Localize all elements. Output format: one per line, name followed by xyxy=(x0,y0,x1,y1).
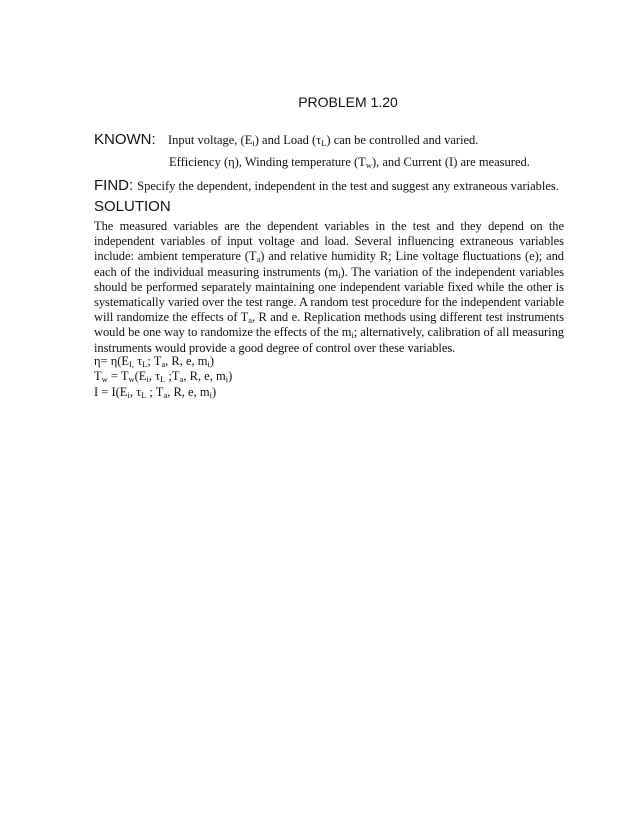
subscript: i xyxy=(127,389,130,400)
subscript: a xyxy=(248,315,252,326)
find-text: Specify the dependent, independent in the test and suggest any extraneous variables. xyxy=(137,179,559,193)
eq-text: η= η(E xyxy=(94,354,130,368)
eq-text: ) xyxy=(209,354,215,368)
subscript: w xyxy=(365,160,372,170)
eq-text: ) xyxy=(211,384,217,399)
subscript: L xyxy=(321,138,327,148)
find-label: FIND: xyxy=(94,177,134,194)
subscript: i xyxy=(146,374,149,385)
known-line-1-text: Input voltage, (E xyxy=(168,133,253,147)
known-line-2-text: Efficiency (η), Winding temperature (T xyxy=(169,155,366,169)
subscript: w xyxy=(128,374,135,385)
subscript: i xyxy=(207,359,210,369)
solution-text: , R and e. Replication methods using different test instruments would be one way to randomize the effects of the m xyxy=(94,310,564,340)
subscript: i xyxy=(225,374,229,385)
subscript: I, xyxy=(129,359,135,369)
subscript: a xyxy=(256,254,261,265)
known-line-1-text: ) and Load (τ xyxy=(254,133,322,147)
equation-current xyxy=(94,385,494,400)
eq-text: , R, e, m xyxy=(167,384,210,399)
known-label: KNOWN: xyxy=(94,131,156,148)
solution-text: ) and relative humidity R; Line voltage fluctuations (e); and each of the individual measuring instruments (m xyxy=(94,249,565,279)
solution-text: The measured variables are the dependent variables in the test and they depend on the independent variables of input voltage and load. Several influencing extraneous variables include: ambient temperature (T xyxy=(94,219,564,264)
subscript: a xyxy=(161,359,166,369)
eq-text: , τ xyxy=(148,369,161,384)
eq-text: ;T xyxy=(165,369,180,384)
subscript: i xyxy=(338,269,341,280)
subscript: w xyxy=(101,374,108,385)
known-line-2-text: ), and Current (I) are measured. xyxy=(371,155,530,169)
eq-text: (E xyxy=(134,369,147,384)
equations-block xyxy=(94,354,494,400)
solution-paragraph xyxy=(94,219,564,356)
eq-text: T xyxy=(94,369,102,384)
eq-text: , R, e, m xyxy=(165,354,208,368)
solution-text: ; alternatively, calibration of all measuring instruments would provide a good degree of control over these variables. xyxy=(94,325,564,355)
eq-text: I = I(E xyxy=(94,384,128,399)
subscript: L xyxy=(141,389,147,400)
solution-heading: SOLUTION xyxy=(94,198,171,215)
find-section xyxy=(94,177,614,195)
eq-text: ; T xyxy=(146,384,164,399)
known-line-2 xyxy=(169,155,609,170)
known-section xyxy=(94,131,614,149)
subscript: i xyxy=(351,330,354,341)
eq-text: , τ xyxy=(129,384,142,399)
eq-text: , R, e, m xyxy=(183,369,226,384)
page-title: PROBLEM 1.20 xyxy=(298,94,398,110)
eq-text: τ xyxy=(134,354,143,368)
equation-winding-temperature xyxy=(94,369,494,384)
subscript: a xyxy=(163,389,168,400)
known-line-1-text: ) can be controlled and varied. xyxy=(326,133,479,147)
subscript: i xyxy=(252,138,255,148)
subscript: L xyxy=(142,359,148,369)
solution-text: ). The variation of the independent variables should be performed separately maintaining one independent variable fixed while the other is systematically varied over the test range. A random test procedure for the independent variable will randomize the effects of T xyxy=(94,264,564,325)
equation-efficiency xyxy=(94,354,494,369)
subscript: i xyxy=(209,389,212,400)
eq-text: ) xyxy=(228,369,233,384)
eq-text: = T xyxy=(107,369,129,384)
known-line-1 xyxy=(168,133,478,147)
subscript: L xyxy=(160,374,166,385)
eq-text: ; T xyxy=(147,354,162,368)
subscript: a xyxy=(179,374,184,385)
